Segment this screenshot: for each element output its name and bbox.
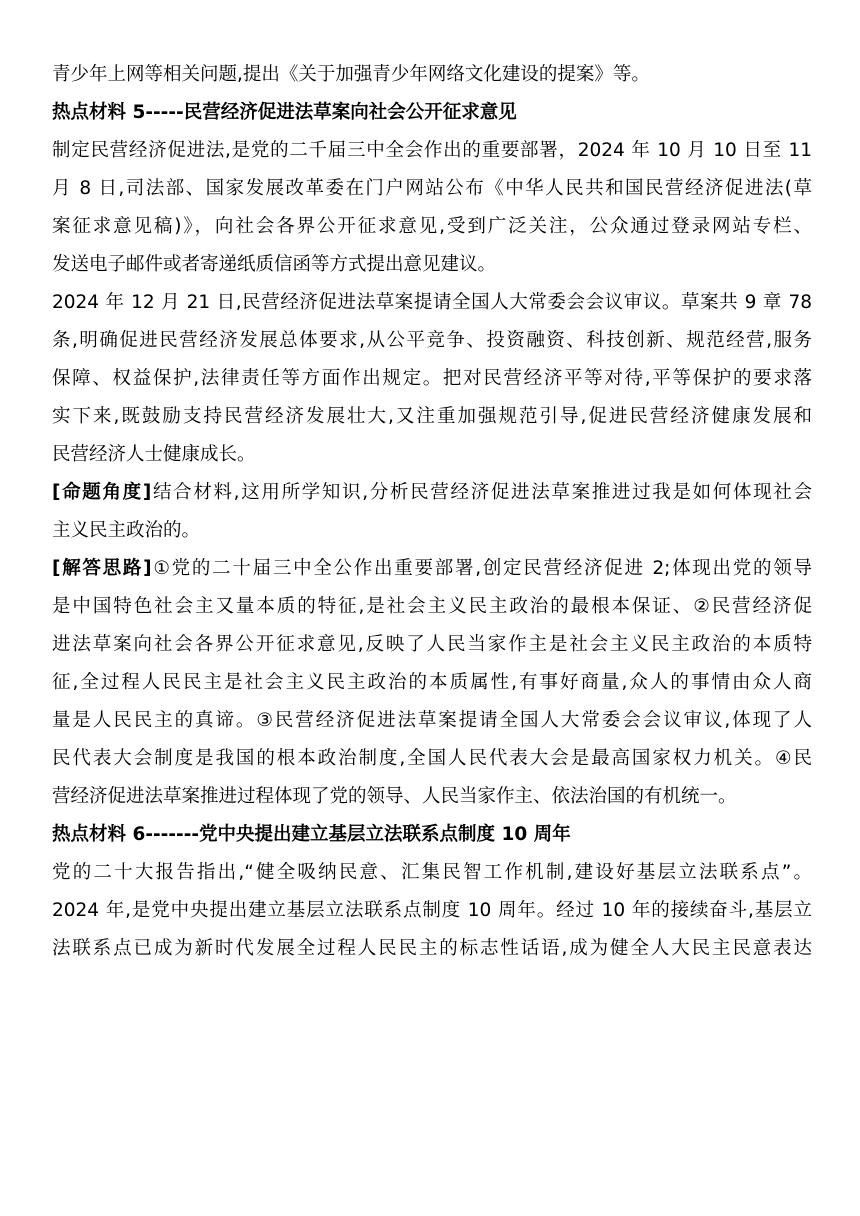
line-text: 2024 年 12 月 21 日,民营经济促进法草案提请全国人大常委会会议审议。草案共 9 章 78 xyxy=(52,292,812,313)
line-text: 营经济促进法草案推进过程体现了党的领导、人民当家作主、依法治国的有机统一。 xyxy=(52,786,737,807)
text-line xyxy=(52,512,812,550)
text-line xyxy=(52,398,812,436)
line-text: 法联系点已成为新时代发展全过程人民民主的标志性话语,成为健全人大民主民意表达 xyxy=(52,938,812,959)
text-line xyxy=(52,778,812,816)
text-line xyxy=(52,208,812,246)
text-line xyxy=(52,854,812,892)
bold-label: [命题角度] xyxy=(52,482,152,503)
text-line xyxy=(52,170,812,208)
bold-label: 热点材料 5-----民营经济促进法草案向社会公开征求意见 xyxy=(52,102,517,123)
text-line xyxy=(52,360,812,398)
text-line xyxy=(52,892,812,930)
line-text: 青少年上网等相关问题,提出《关于加强青少年网络文化建设的提案》等。 xyxy=(52,64,650,85)
text-line xyxy=(52,322,812,360)
line-text: 进法草案向社会各界公开征求意见,反映了人民当家作主是社会主义民主政治的本质特 xyxy=(52,634,812,655)
section-heading xyxy=(52,94,812,132)
line-text: 党的二十大报告指出,“健全吸纳民意、汇集民智工作机制,建设好基层立法联系点”。 xyxy=(52,862,812,883)
section-heading xyxy=(52,816,812,854)
line-text: 民营经济人士健康成长。 xyxy=(52,444,256,465)
text-line xyxy=(52,930,812,968)
text-line xyxy=(52,56,812,94)
line-text: 保障、权益保护,法律责任等方面作出规定。把对民营经济平等对待,平等保护的要求落 xyxy=(52,368,812,389)
text-line xyxy=(52,132,812,170)
line-text: 案征求意见稿)》，向社会各界公开征求意见,受到广泛关注，公众通过登录网站专栏、 xyxy=(52,216,812,237)
line-text: 民代表大会制度是我国的根本政治制度,全国人民代表大会是最高国家权力机关。④民 xyxy=(52,748,812,769)
line-text: 实下来,既鼓励支持民营经济发展壮大,又注重加强规范引导,促进民营经济健康发展和 xyxy=(52,406,812,427)
text-line xyxy=(52,740,812,778)
line-text: 2024 年,是党中央提出建立基层立法联系点制度 10 周年。经过 10 年的接续奋斗,基层立 xyxy=(52,900,812,921)
line-text: 发送电子邮件或者寄递纸质信函等方式提出意见建议。 xyxy=(52,254,497,275)
line-text: 结合材料,这用所学知识,分析民营经济促进法草案推进过我是如何体现社会 xyxy=(151,482,812,503)
text-line xyxy=(52,246,812,284)
line-text: 是中国特色社会主又量本质的特征,是社会主义民主政治的最根本保证、②民营经济促 xyxy=(52,596,812,617)
text-line xyxy=(52,626,812,664)
line-text: 征,全过程人民民主是社会主义民主政治的本质属性,有事好商量,众人的事情由众人商 xyxy=(52,672,812,693)
text-line xyxy=(52,436,812,474)
line-text: 月 8 日,司法部、国家发展改革委在门户网站公布《中华人民共和国民营经济促进法(草 xyxy=(52,178,812,199)
line-text: ①党的二十届三中全公作出重要部署,创定民营经济促进 2;体现出党的领导 xyxy=(151,558,812,579)
bold-label: [解答思路] xyxy=(52,558,152,579)
line-text: 主义民主政治的。 xyxy=(52,520,201,541)
line-text: 条,明确促进民营经济发展总体要求,从公平竞争、投资融资、科技创新、规范经营,服务 xyxy=(52,330,812,351)
document-page xyxy=(52,56,812,968)
text-line xyxy=(52,664,812,702)
text-line xyxy=(52,550,812,588)
text-line xyxy=(52,474,812,512)
bold-label: 热点材料 6-------党中央提出建立基层立法联系点制度 10 周年 xyxy=(52,824,571,845)
text-line xyxy=(52,284,812,322)
line-text: 量是人民民主的真谛。③民营经济促进法草案提请全国人大常委会会议审议,体现了人 xyxy=(52,710,812,731)
text-line xyxy=(52,702,812,740)
text-line xyxy=(52,588,812,626)
line-text: 制定民营经济促进法,是党的二千届三中全会作出的重要部署，2024 年 10 月 10 日至 11 xyxy=(52,140,812,161)
